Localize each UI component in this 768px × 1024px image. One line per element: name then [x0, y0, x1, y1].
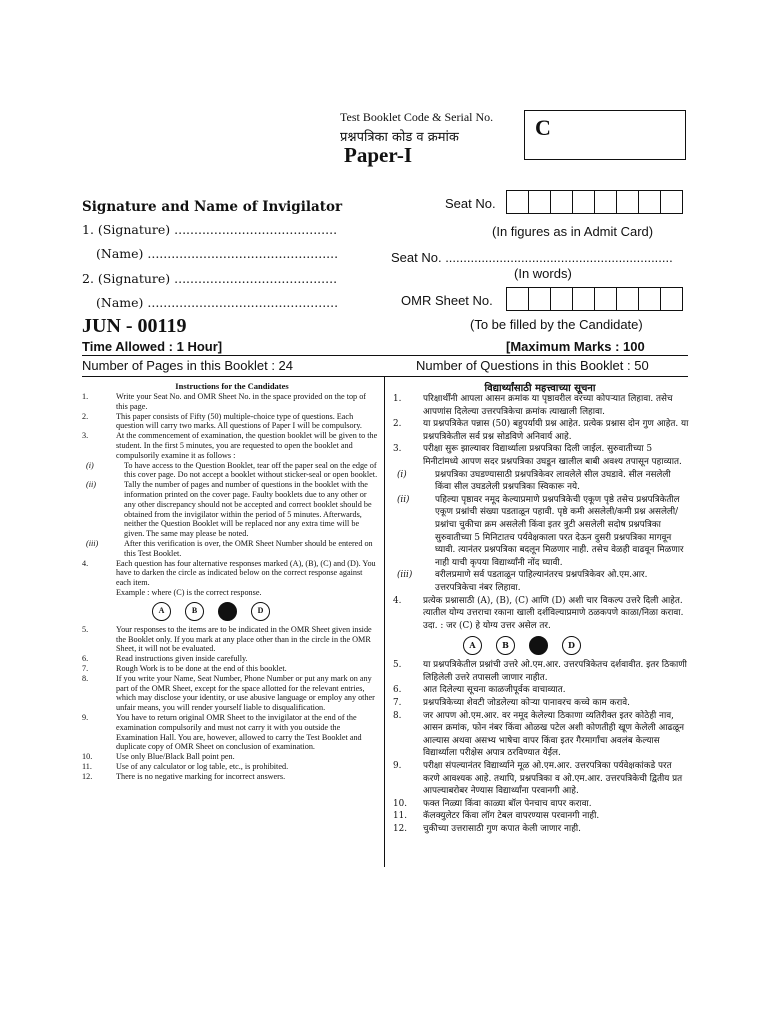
instruction-number: 1.: [82, 392, 89, 401]
instruction-number: 10.: [82, 752, 93, 762]
instruction-number: (ii): [397, 494, 410, 505]
instruction-text: Example : where (C) is the correct response.: [116, 587, 262, 597]
instruction-text: परीक्षा सुरू झाल्यावर विद्यार्थ्याला प्रश्नपत्रिका दिली जाईल. सुरुवातीच्या 5 मिनीटांमध्ये आपण सदर प्रश्नपत्रिका उघडून खालील बाबी अवश्य तपासून पहाव्यात.: [423, 444, 682, 467]
instruction-text: जर आपण ओ.एम.आर. वर नमूद केलेल्या ठिकाणा व्यतिरीक्त इतर कोठेही नाव, आसन क्रमांक, फोन नंबर किंवा ओळख पटेल अशी कोणतीही खूण केलेली आढळून आल्यास अथवा असभ्य भाषेचा वापर किंवा इतर गैरमार्गांचा अवलंब केल्यास विद्यार्थ्याला परीक्षेस अपात्र ठरविण्यात येईल.: [423, 710, 685, 759]
instruction-text: Each question has four alternative responses marked (A), (B), (C) and (D). You have to darken the circle as indicated below on the correct response against each item.: [116, 558, 376, 588]
instruction-item: [393, 443, 689, 468]
instruction-text: चुकीच्या उत्तरासाठी गुण कपात केली जाणार नाही.: [423, 824, 581, 834]
instruction-text: Tally the number of pages and number of questions in the booklet with the information printed on the cover page. Faulty booklets due to any other or any other discrepancy should not be accepted and correct booklet should be obtained from the invigilator within the period of 5 minutes. Afterwards, neither the Question Booklet will be replaced nor any extra time will be given. The same may please be noted.: [124, 480, 372, 539]
instruction-item: [393, 569, 689, 594]
time-allowed: Time Allowed : 1 Hour]: [82, 339, 223, 354]
instruction-number: [393, 620, 423, 633]
instruction-text: Use of any calculator or log table, etc., is prohibited.: [116, 761, 289, 771]
instruction-item: [82, 713, 378, 752]
instruction-number: 4.: [393, 595, 402, 606]
instruction-number: (ii): [86, 480, 97, 490]
instruction-text: या प्रश्नपत्रिकेत पन्नास (50) बहुपर्यायी प्रश्न आहेत. प्रत्येक प्रश्नास दोन गुण आहेत. या प्रश्नपत्रिकेतील सर्व प्रश्न सोडविणे अनिवार्य आहे.: [423, 419, 689, 442]
instruction-item: [82, 762, 378, 772]
instruction-number: 7.: [393, 698, 402, 709]
instruction-number: 2.: [82, 411, 89, 421]
divider-top: [82, 355, 688, 356]
instruction-number: 5.: [393, 660, 402, 671]
paper-title: Paper-I: [344, 143, 413, 167]
instruction-number: 6.: [393, 685, 402, 696]
instruction-item: [82, 392, 378, 412]
invigilator-name-1: (Name) ................................................: [96, 246, 339, 261]
instruction-text: Read instructions given inside carefully.: [116, 654, 248, 664]
instruction-item: [393, 823, 689, 836]
instruction-item: [82, 772, 378, 782]
instruction-item: [393, 810, 689, 823]
instructions-title-mr: विद्यार्थ्यांसाठी महत्त्वाच्या सूचना: [484, 383, 596, 394]
option-circle-b: B: [496, 636, 515, 655]
instruction-text: This paper consists of Fifty (50) multiple-choice type of questions. Each question will carry two marks. All questions of Paper I will be compulsory.: [116, 411, 362, 431]
instruction-number: 12.: [82, 771, 93, 781]
instruction-text: कॅलक्युलेटर किंवा लॉग टेबल वापरण्यास परवानगी नाही.: [423, 811, 600, 822]
instruction-item: [82, 559, 378, 588]
instruction-text: Your responses to the items are to be indicated in the OMR Sheet given inside the Booklet only. If you mark at any place other than in the circle in the OMR Sheet, it will not be evaluated.: [116, 624, 372, 654]
instruction-text: प्रत्येक प्रश्नासाठी (A), (B), (C) आणि (D) अशी चार विकल्प उत्तरे दिली आहेत. त्यातील योग्य उत्तराचा रकाना खाली दर्शविल्याप्रमाणे ठळकपणे काळा/निळा करावा.: [423, 595, 684, 619]
invigilator-signature-2: 2. (Signature) .........................................: [82, 271, 338, 286]
instruction-number: [82, 588, 116, 598]
instruction-text: प्रश्नपत्रिका उघडण्यासाठी प्रश्नपत्रिकेवर लावलेले सील उघडावे. सील नसलेली किंवा सील उघडलेली प्रश्नपत्रिका स्विकारू नये.: [435, 469, 671, 493]
instruction-text: उदा. : जर (C) हे योग्य उत्तर असेल तर.: [423, 620, 551, 631]
instruction-item: [393, 684, 689, 697]
instruction-text: If you write your Name, Seat Number, Phone Number or put any mark on any part of the OMR Sheet, except for the space allotted for the relevant entries, which may disclose your identity, or use abusive language or employ any other unfair means, you will render yourself liable to disqualification.: [116, 673, 375, 713]
instruction-item: [82, 480, 378, 539]
instruction-number: 8.: [393, 710, 402, 721]
instruction-item: [82, 431, 378, 460]
instruction-number: 9.: [82, 712, 89, 722]
instruction-item: [82, 539, 378, 559]
option-circle-d: D: [562, 636, 581, 655]
instruction-number: 4.: [82, 558, 89, 568]
instruction-item: [393, 418, 689, 443]
instructions-list-en: [82, 392, 378, 781]
instruction-text: After this verification is over, the OMR Sheet Number should be entered on this Test Booklet.: [124, 538, 373, 558]
instruction-item: [393, 710, 689, 760]
instruction-text: वरीलप्रमाणे सर्व पडताळून पाहिल्यानंतरच प्रश्नपत्रिकेवर ओ.एम.आर. उत्तरपत्रिकेचा नंबर लिहावा.: [435, 570, 648, 593]
instruction-number: 8.: [82, 673, 89, 683]
instruction-item: [393, 469, 689, 494]
instruction-text: At the commencement of examination, the question booklet will be given to the student. In the first 5 minutes, you are requested to open the booklet and compulsorily examine it as follows :: [116, 431, 378, 460]
omr-sheet-label: OMR Sheet No.: [401, 293, 493, 308]
instruction-text: परीक्षा संपल्यानंतर विद्यार्थ्याने मूळ ओ.एम.आर. उत्तरपत्रिका पर्यवेक्षकांकडे परत करणे आवश्यक आहे. तथापि, प्रश्नपत्रिका व ओ.एम.आर. उत्तरपत्रिकेची द्वितीय प्रत आपल्याबरोबर नेण्यास विद्यार्थ्यांना परवानगी आहे.: [423, 761, 683, 797]
instruction-item: [82, 625, 378, 654]
instruction-item: [393, 760, 689, 798]
instruction-text: या प्रश्नपत्रिकेतील प्रश्नांची उत्तरे ओ.एम.आर. उत्तरपत्रिकेतच दर्शवावीत. इतर ठिकाणी लिहिलेली उत्तरे तपासली जाणार नाहीत.: [423, 660, 687, 683]
instruction-item: [82, 654, 378, 664]
instruction-number: 9.: [393, 761, 402, 772]
instruction-item: [393, 595, 689, 620]
invigilator-name-2: (Name) ................................................: [96, 295, 339, 310]
omr-sheet-boxes[interactable]: [507, 287, 683, 311]
instruction-number: 6.: [82, 654, 89, 664]
option-circle-c: [529, 636, 548, 655]
instructions-list-mr: [393, 393, 689, 836]
seat-number-words-field[interactable]: Seat No. ...............................................................: [391, 250, 673, 265]
instruction-number: 11.: [82, 761, 92, 771]
exam-code: JUN - 00119: [82, 315, 187, 337]
instruction-text: Rough Work is to be done at the end of this booklet.: [116, 663, 287, 673]
instruction-text: आत दिलेल्या सूचना काळजीपूर्वक वाचाव्यात.: [423, 685, 566, 696]
instruction-number: (iii): [397, 570, 413, 581]
booklet-code-box: C: [524, 110, 686, 160]
instruction-text: There is no negative marking for incorrect answers.: [116, 771, 286, 781]
instruction-item: [82, 674, 378, 713]
seat-words-note: (In words): [514, 266, 572, 281]
instruction-item: [393, 659, 689, 684]
booklet-code-label: Test Booklet Code & Serial No.: [340, 110, 494, 124]
instruction-number: (iii): [86, 538, 99, 548]
instruction-item: [393, 697, 689, 710]
instruction-number: 1.: [393, 394, 402, 404]
option-circle-c: [218, 602, 237, 621]
invigilator-signature-1: 1. (Signature) .........................................: [82, 222, 338, 237]
instruction-text: Write your Seat No. and OMR Sheet No. in the space provided on the top of this page.: [116, 392, 367, 411]
booklet-code-label-marathi: प्रश्नपत्रिका कोड व क्रमांक: [340, 130, 459, 145]
instruction-number: 2.: [393, 419, 402, 430]
instruction-number: 3.: [82, 431, 89, 441]
instruction-item: [82, 412, 378, 432]
instruction-number: 12.: [393, 824, 407, 834]
seat-number-note: (In figures as in Admit Card): [492, 224, 654, 239]
instruction-text: To have access to the Question Booklet, tear off the paper seal on the edge of this cover page. Do not accept a booklet without sticker-seal or open booklet.: [124, 460, 378, 480]
option-circle-b: B: [185, 602, 204, 621]
maximum-marks: [Maximum Marks : 100: [506, 339, 645, 354]
instruction-item: [393, 798, 689, 811]
invigilator-title: Signature and Name of Invigilator: [82, 199, 343, 215]
instruction-text: परिक्षार्थींनी आपला आसन क्रमांक या पृष्ठावरील वरच्या कोपऱ्यात लिहावा. तसेच आपणांस दिलेल्या उत्तरपत्रिकेचा क्रमांक त्याखाली लिहावा.: [423, 394, 673, 417]
instruction-number: (i): [86, 460, 94, 470]
instruction-text: You have to return original OMR Sheet to the invigilator at the end of the examination compulsorily and must not carry it with you outside the Examination Hall. You are, however, allowed to carry the Test Booklet and duplicate copy of OMR Sheet on conclusion of examination.: [116, 712, 362, 752]
example-response-circles: [152, 602, 378, 621]
instruction-text: फक्त निळ्या किंवा काळ्या बॉल पेनचाच वापर करावा.: [423, 798, 592, 809]
column-divider: [384, 377, 385, 867]
instruction-item: [82, 461, 378, 481]
questions-count: Number of Questions in this Booklet : 50: [416, 358, 649, 373]
instruction-item: [393, 393, 689, 418]
instruction-number: 10.: [393, 798, 407, 809]
option-circle-a: A: [463, 636, 482, 655]
example-response-circles: [463, 636, 689, 655]
instruction-number: 11.: [393, 811, 407, 822]
pages-count: Number of Pages in this Booklet : 24: [82, 358, 294, 373]
instruction-text: प्रश्नपत्रिकेच्या शेवटी जोडलेल्या कोऱ्या पानावरच कच्चे काम करावे.: [423, 698, 630, 709]
instruction-number: 7.: [82, 663, 89, 673]
seat-number-boxes[interactable]: [507, 190, 683, 214]
option-circle-d: D: [251, 602, 270, 621]
instruction-text: पहिल्या पृष्ठावर नमूद केल्याप्रमाणे प्रश्नपत्रिकेची एकूण पृष्ठे तसेच प्रश्नपत्रिकेतील एकूण प्रश्नांची संख्या पडताळून पहावी. पृष्ठे कमी असलेली/कमी प्रश्न असलेली/प्रश्नांचा चुकीचा क्रम असलेली किंवा इतर त्रुटी असलेली सदोष प्रश्नपत्रिका सुरुवातीच्या 5 मिनिटातच पर्यवेक्षकाला परत देऊन दुसरी प्रश्नपत्रिका मागवून घ्यावी. त्यानंतर प्रश्नपत्रिका बदलून मिळणार नाही. तसेच वेळही वाढवून मिळणार नाही याची कृपया विद्यार्थ्यांनी नोंद घ्यावी.: [435, 494, 684, 568]
divider-bottom: [82, 376, 688, 377]
instructions-title-en: Instructions for the Candidates: [175, 381, 289, 391]
instruction-number: 5.: [82, 624, 89, 634]
option-circle-a: A: [152, 602, 171, 621]
omr-sheet-note: (To be filled by the Candidate): [470, 317, 643, 332]
instruction-number: (i): [397, 469, 407, 480]
seat-number-label: Seat No.: [445, 196, 496, 211]
instruction-item: [82, 664, 378, 674]
instruction-item: [82, 752, 378, 762]
instruction-number: 3.: [393, 444, 402, 455]
instruction-text: Use only Blue/Black Ball point pen.: [116, 752, 235, 762]
instruction-item: [393, 620, 689, 633]
instruction-item: [393, 494, 689, 570]
instruction-item: [82, 588, 378, 598]
